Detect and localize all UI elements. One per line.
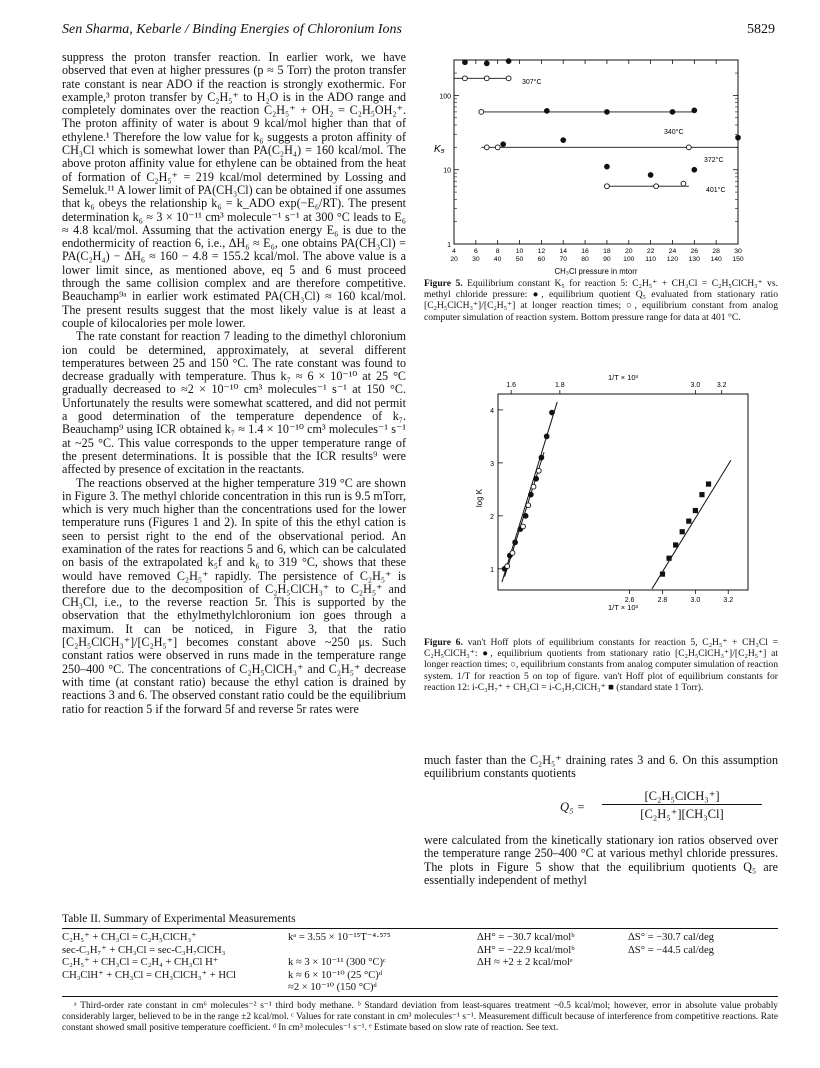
filled-circle-point [534,476,539,481]
running-title: Sen Sharma, Kebarle / Binding Energies of Chloronium Ions [62,22,402,37]
y-tick-label: 100 [439,93,451,101]
x-tick-label: 4 [452,248,456,255]
table-cell: CH₃ClH⁺ + CH₃Cl = CH₃ClCH₃⁺ + HCl [62,969,236,981]
y-tick-label: 1 [447,242,451,249]
bottom-tick-label: 3.2 [723,597,734,604]
filled-circle-point [648,173,653,178]
open-circle-point [526,503,531,508]
figure-5-caption-label: Figure 5. [424,278,463,289]
filled-circle-point [544,108,549,113]
series-label-372: 372°C [704,157,724,164]
filled-circle-point [463,60,468,65]
filled-circle-point [484,61,489,66]
open-circle-point [510,551,515,556]
filled-circle-point [506,59,511,64]
y-tick-label: 10 [443,167,451,175]
table-cell: C₂H₅⁺ + CH₃Cl = C₂H₄ + CH₃Cl H⁺ [62,957,219,969]
figure-5-caption [424,278,778,323]
x-tick-label: 12 [537,248,546,255]
bottom-tick-label: 2.8 [657,597,668,604]
right-paragraph-2: were calculated from the kinetically stationary ion ratios observed over the temperature range 250–400 °C at various methyl chloride pressures. The plots in Figure 5 show that the equilibrium quotients Q₅ are essentially independent of methyl [424,833,778,887]
open-circle-point [521,524,526,529]
table-cell: ΔH ≈ +2 ± 2 kcal/molᵉ [477,957,573,969]
fit-line-reaction-12 [652,460,731,589]
figure-6-top-label: 1/T × 10³ [607,373,639,382]
table-bottom-rule [62,996,778,997]
table-footnotes: ᵃ Third-order rate constant in cm⁶ molecules⁻² s⁻¹ third body methane. ᵇ Standard deviation from least-squares treatment ~0.5 kcal/mol; however, error in absolute value probably considerably larger, believed to be in the range ±2 kcal/mol. ᶜ Values for rate constant in cm³ molecules⁻¹ s⁻¹. Measurement difficult because of interference from competitive reactions. Rate constant showed small positive temperature coefficient. ᵈ In cm³ molecules⁻¹ s⁻¹. ᵉ Estimate based on slow rate of reaction. See text. [62,1001,778,1034]
series-label-401: 401°C [706,187,726,194]
figure-5-caption-text: Equilibrium constant K₅ for reaction 5: C₂H₅⁺ + CH₃Cl = C₂H₅ClCH₃⁺ vs. methyl chloride pressure: ●, equilibrium quotient Q₅ evaluated from stationary ratio [C₂H₅ClCH₃⁺]/[C₂H₅⁺] at longer reaction times; ○, equilibrium constant from analog computer simulation of reaction system. Bottom pressure range for data at 401 °C. [424,278,778,323]
x-tick-label-bottom: 140 [710,256,722,263]
x-tick-label: 28 [712,248,720,255]
x-tick-label: 30 [734,248,742,255]
x-tick-label: 16 [581,248,589,255]
table-cell [477,982,617,995]
top-tick-label: 1.6 [506,382,517,389]
table-cell [288,945,473,958]
open-circle-point [495,145,500,150]
filled-square-point [706,481,711,486]
x-tick-label: 10 [515,248,524,255]
x-tick-label: 14 [559,248,568,255]
filled-square-point [673,542,678,547]
filled-circle-point [692,108,697,113]
figure-5-x-label: CH₃Cl pressure in mtorr [554,267,638,276]
table-cell: k ≈ 6 × 10⁻¹⁰ (25 °C)ᵈ [288,969,383,981]
figure-5-y-label: K₅ [434,144,445,155]
x-tick-label-bottom: 110 [645,256,657,263]
left-paragraph-2: The rate constant for reaction 7 leading to the dimethyl chloronium ion could be determined, approximately, at several different temperatures between 25 and 150 °C. The rate constant was found to decrease gradually with temperature. Thus k₇ ≈ 6 × 10⁻¹⁰ at 25 °C gradually decreased to ≈2 × 10⁻¹⁰ cm³ molecules⁻¹ s⁻¹ at 150 °C. Unfortunately the results were somewhat scattered, and did not permit a good determination of the temperature dependence of k₇. Beauchamp⁹ using ICR obtained k₇ ≈ 1.4 × 10⁻¹⁰ cm³ molecules⁻¹ s⁻¹ at ~25 °C. This value corresponds to the upper temperature range of the present determinations. It is possible that the ICR results⁹ were affected by presence of excitation in the reactants. [62,329,406,477]
right-paragraph-1: much faster than the C₂H₅⁺ draining rates 3 and 6. On this assumption equilibrium constants quotients [424,753,778,781]
open-circle-point [531,484,536,489]
left-column [62,51,406,716]
left-paragraph-1: suppress the proton transfer reaction. In earlier work, we have observed that even at higher pressures (p ≈ 5 Torr) the proton transfer rate constant is near ADO if the reaction is strongly exothermic. For example,³ proton transfer by C₂H₅⁺ to H₂O is in the ADO range and completely dominates over the reaction C₂H₅⁺ + OH₂ = C₂H₅OH₂⁺. The proton affinity of water is about 9 kcal/mol higher than that of ethylene.¹ Therefore the low value for k₆ suggests a proton affinity of CH₃Cl which is somewhat lower than PA(C₂H₄) = 160 kcal/mol. The above proton affinity value for ethylene can be obtained from the heat of formation of C₂H₅⁺ = 219 kcal/mol determined by Lossing and Semeluk.¹¹ A lower limit of PA(CH₃Cl) can be obtained if one assumes that k₆ obeys the relationship k₆ = k_ADO exp(−E₆/RT). The present determination k₆ ≈ 3 × 10⁻¹¹ cm³ molecule⁻¹ s⁻¹ at 300 °C leads to E₆ ≈ 4.8 kcal/mol. Assuming that the activation energy E₆ is due to the endothermicity of reaction 6, i.e., ΔH₆ ≈ E₆, one obtains PA(CH₃Cl) = PA(C₂H₄) − ΔH₆ ≈ 160 − 4.8 = 155.2 kcal/mol. The above value is a lower limit since, as mentioned above, eq 5 and 6 must proceed through the same collision complex and are therefore competitive. Beauchamp⁹ᵃ in earlier work estimated PA(CH₃Cl) ≈ 160 kcal/mol. The present results suggest that the most likely value is at least a couple of kilocalories per mole lower. [62,50,406,330]
open-circle-point [463,76,468,81]
series-label-340: 340°C [664,129,684,136]
filled-square-point [660,572,665,577]
filled-circle-point [539,455,544,460]
x-tick-label-bottom: 30 [472,256,480,263]
filled-circle-point [523,513,528,518]
bottom-tick-label: 2.6 [624,597,635,604]
filled-square-point [686,519,691,524]
figure-6-caption-label: Figure 6. [424,637,463,648]
table-ii [62,913,778,1035]
filled-circle-point [605,164,610,169]
open-circle-point [484,145,489,150]
table-col-rate-constants [288,932,473,995]
figure-6-y-label: log K [475,488,484,508]
table-cell: ≈2 × 10⁻¹⁰ (150 °C)ᵈ [288,982,377,994]
table-cell: ΔS° = −44.5 cal/deg [628,944,714,956]
table-col-entropy [628,932,778,995]
series-label-307: 307°C [522,79,542,86]
filled-circle-point [544,434,549,439]
table-cell [62,982,282,995]
filled-circle-point [736,135,741,140]
table-col-reactions [62,932,282,995]
filled-circle-point [692,167,697,172]
open-circle-point [484,76,489,81]
open-circle-point [479,110,484,115]
x-tick-label: 24 [668,248,677,255]
table-cell: C₂H₅⁺ + CH₃Cl = C₂H₅ClCH₃⁺ [62,932,197,943]
filled-circle-point [605,110,610,115]
left-paragraph-3: The reactions observed at the higher temperature 319 °C are shown in Figure 3. The methyl chloride concentration in this run is 9.5 mTorr, which is very much higher than the concentrations used for the lower temperature runs (Figures 1 and 2). In spite of this the ethyl cation is seen to persist right to the end of the observational period. An examination of the rates for reactions 5 and 6, which can be calculated on basis of the extrapolated k₅f and k₆ to 319 °C, shows that these would have removed C₂H₅⁺ rapidly. The persistence of C₂H₅⁺ is therefore due to the decomposition of C₂H₅ClCH₃⁺ to C₂H₅⁺ and CH₃Cl, i.e., to the reverse reaction 5r. This is supported by the observation that the ethylmethylchloronium ion goes through a maximum. It can be noticed, in Figure 3, that the ratio [C₂H₅ClCH₃⁺]/[C₂H₅⁺] becomes constant above ~250 μs. Such constant ratios were observed in runs made in the temperature range 250–400 °C. The concentrations of C₂H₅ClCH₃⁺ and C₂H₅⁺ decrease with time (at constant ratio) because the ethyl cation is drained by reactions 3 and 6. The observed constant ratio could be the equilibrium ratio for reaction 5 if the forward 5f and reverse 5r rates were [62,475,406,716]
x-tick-label: 18 [603,248,611,255]
table-cell [628,970,778,983]
x-tick-label-bottom: 100 [623,256,635,263]
table-top-rule [62,928,778,929]
filled-circle-point [513,540,518,545]
x-tick-label-bottom: 130 [688,256,700,263]
table-col-enthalpy [477,932,617,995]
x-tick-label-bottom: 120 [666,256,679,263]
equation-lhs: Q₅ = [560,800,586,814]
x-tick-label: 22 [646,248,655,255]
open-circle-point [536,468,541,473]
table-cell: ΔH° = −30.7 kcal/molᵇ [477,932,575,943]
y-tick-label: 4 [490,407,494,415]
x-tick-label-bottom: 80 [581,256,589,263]
x-tick-label: 8 [495,248,500,255]
figure-5-chart [424,56,778,278]
bottom-tick-label: 3.0 [690,597,701,604]
x-tick-label: 26 [690,248,699,255]
table-cell: sec-C₃H₇⁺ + CH₃Cl = sec-C₃H₇ClCH₃ [62,944,226,956]
open-circle-point [681,181,686,186]
filled-square-point [680,529,685,534]
filled-circle-point [561,138,566,143]
page-number: 5829 [747,22,775,37]
filled-circle-point [528,492,533,497]
table-cell: ΔH° = −22.9 kcal/molᵇ [477,944,575,956]
x-tick-label-bottom: 150 [732,256,744,263]
fraction-bar [602,804,762,805]
filled-circle-point [670,110,675,115]
filled-square-point [666,556,671,561]
figure-6-caption-text: van't Hoff plots of equilibrium constants for reaction 5, C₂H₅⁺ + CH₃Cl = C₂H₅ClCH₃⁺: ●, equilibrium quotients from stationary ratio [C₂H₅ClCH₃⁺]/[C₂H₅⁺] at longer reaction times; ○, equilibrium constants from analog computer simulation of reaction system. 1/T for reaction 5 on top of figure. van't Hoff plot of equilibrium constants for reaction 12: i-C₃H₇⁺ + CH₃Cl = i-C₃H₇ClCH₃⁺ ■ (standard state 1 Torr). [424,637,778,693]
figure-6-bottom-label: 1/T × 10³ [607,603,639,612]
x-tick-label-bottom: 90 [603,256,611,263]
y-tick-label: 3 [490,460,494,468]
table-cell: k ≈ 3 × 10⁻¹¹ (300 °C)ᶜ [288,957,386,969]
top-tick-label: 3.0 [690,382,701,389]
top-tick-label: 1.8 [554,382,565,389]
table-title: Table II. Summary of Experimental Measurements [62,913,296,925]
table-cell [477,970,617,983]
table-cell [628,982,778,995]
table-body [62,932,778,996]
figure-6-caption [424,637,778,693]
x-tick-label-bottom: 20 [450,256,458,263]
x-tick-label-bottom: 50 [515,256,524,263]
table-cell: kᵃ = 3.55 × 10⁻¹⁵T⁻⁴·⁵⁷⁵ [288,932,391,943]
open-circle-point [505,564,510,569]
y-tick-label: 1 [490,566,494,574]
open-circle-point [605,184,610,189]
figure-6-chart [470,372,760,612]
table-cell [628,957,778,970]
figure-5-frame [454,60,738,244]
x-tick-label: 20 [624,248,633,255]
equation-numerator: [C₂H₅ClCH₃⁺] [644,789,720,803]
filled-square-point [693,508,698,513]
open-circle-point [686,145,691,150]
figure-6-frame [498,394,748,590]
top-tick-label: 3.2 [716,382,727,389]
table-cell: ΔS° = −30.7 cal/deg [628,932,714,943]
x-tick-label-bottom: 70 [559,256,568,263]
x-tick-label-bottom: 40 [493,256,502,263]
y-tick-label: 2 [490,513,494,521]
equation-denominator: [C₂H₅⁺][CH₃Cl] [640,807,724,821]
filled-circle-point [550,410,555,415]
filled-square-point [699,492,704,497]
filled-circle-point [501,142,506,147]
x-tick-label: 6 [473,248,478,255]
x-tick-label-bottom: 60 [537,256,546,263]
open-circle-point [654,184,659,189]
open-circle-point [506,76,511,81]
